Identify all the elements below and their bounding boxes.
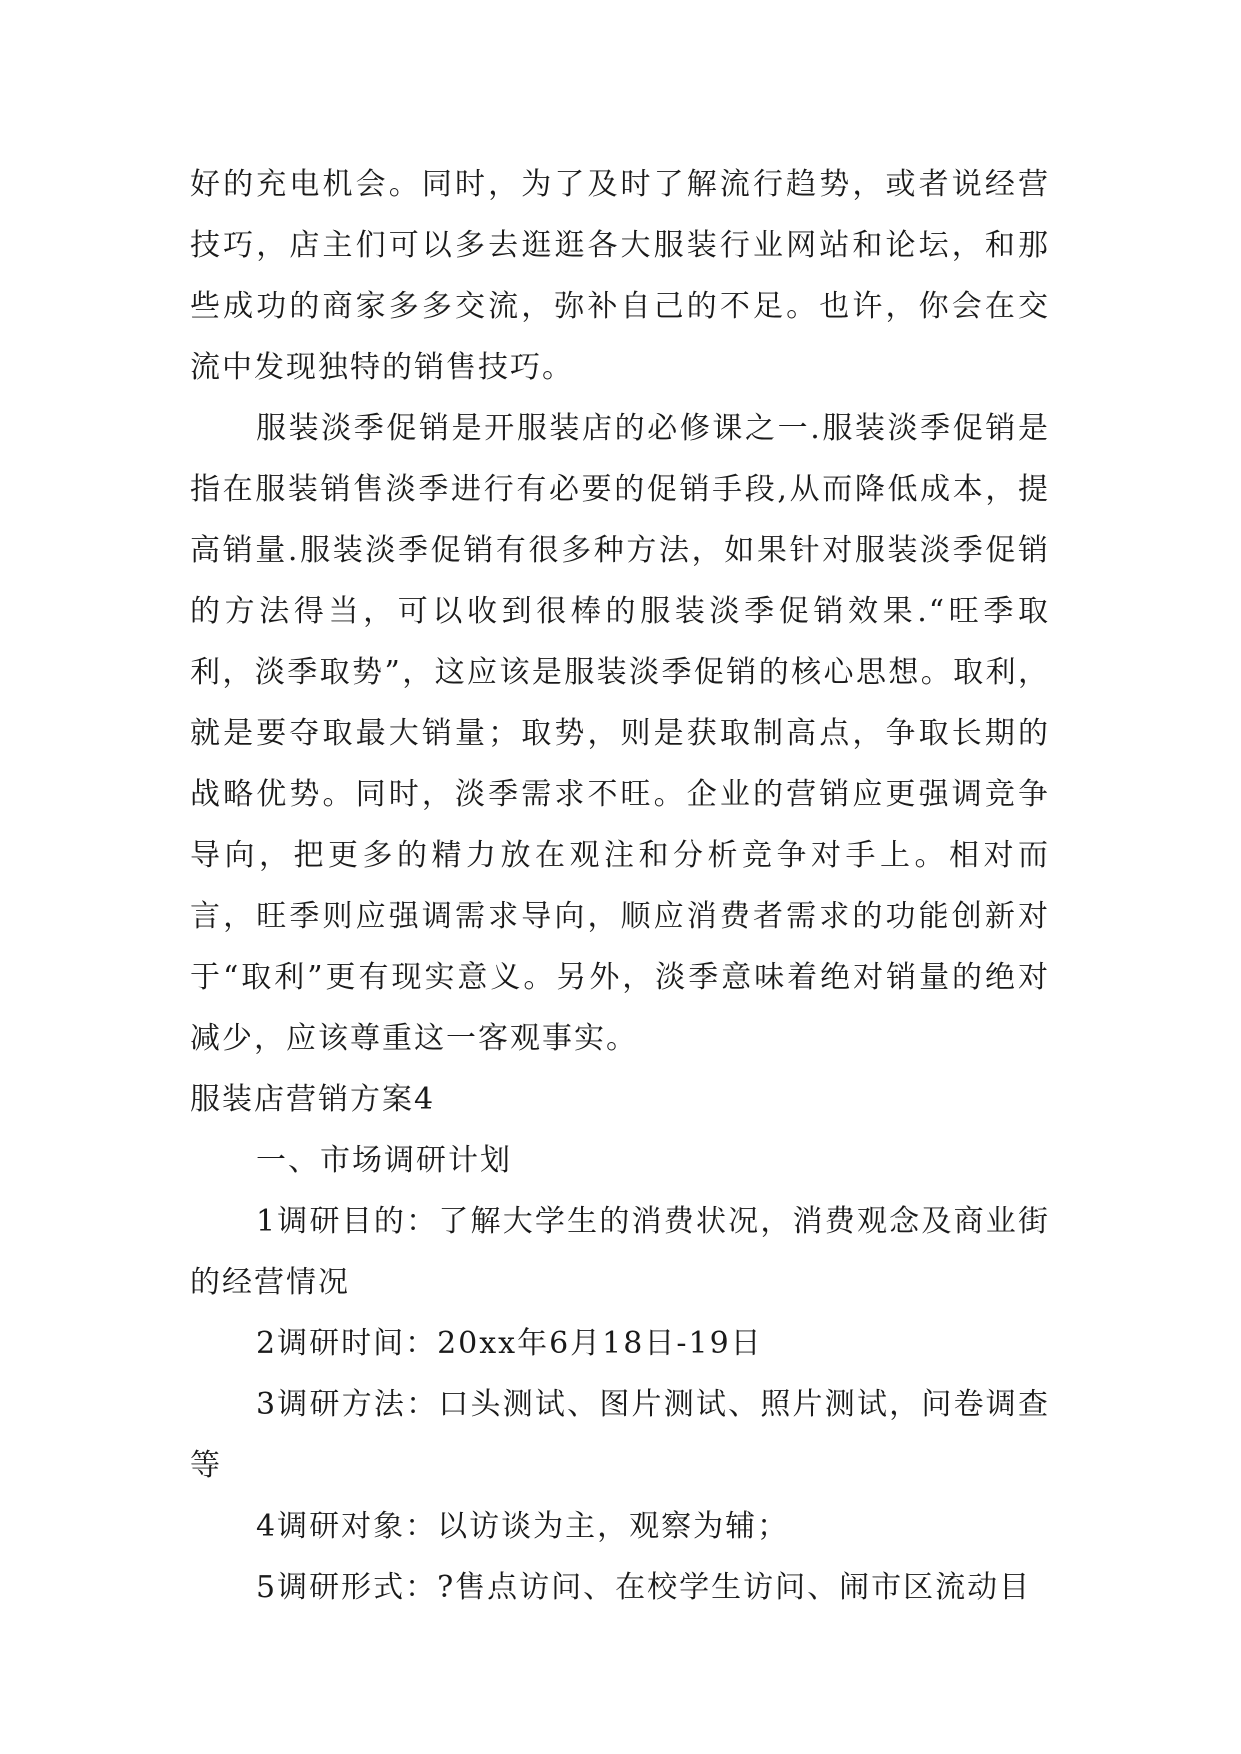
section-heading: 服装店营销方案4 bbox=[190, 1082, 436, 1117]
subsection-heading: 一、市场调研计划 bbox=[256, 1143, 512, 1178]
paragraph-off-season-promotion: 服装淡季促销是开服装店的必修课之一.服装淡季促销是指在服装销售淡季进行有必要的促销手段,从而降低成本，提高销量.服装淡季促销有很多种方法，如果针对服装淡季促销的方法得当，可以收到很棒的服装淡季促销效果.“旺季取利，淡季取势”，这应该是服装淡季促销的核心思想。取利，就是要夺取最大销量；取势，则是获取制高点，争取长期的战略优势。同时，淡季需求不旺。企业的营销应更强调竞争导向，把更多的精力放在观注和分析竞争对手上。相对而言，旺季则应强调需求导向，顺应消费者需求的功能创新对于“取利”更有现实意义。另外，淡季意味着绝对销量的绝对减少，应该尊重这一客观事实。 bbox=[190, 411, 1050, 1056]
list-item-research-object: 4调研对象：以访谈为主，观察为辅； bbox=[256, 1509, 790, 1544]
document-body bbox=[190, 154, 1050, 1618]
list-item-research-time: 2调研时间：20xx年6月18日-19日 bbox=[256, 1326, 763, 1361]
list-item-research-method: 3调研方法：口头测试、图片测试、照片测试，问卷调查等 bbox=[190, 1387, 1050, 1483]
paragraph-continued: 好的充电机会。同时，为了及时了解流行趋势，或者说经营技巧，店主们可以多去逛逛各大服装行业网站和论坛，和那些成功的商家多多交流，弥补自己的不足。也许，你会在交流中发现独特的销售技巧。 bbox=[190, 167, 1050, 385]
list-item-research-purpose: 1调研目的：了解大学生的消费状况，消费观念及商业街的经营情况 bbox=[190, 1204, 1050, 1300]
list-item-research-form: 5调研形式：?售点访问、在校学生访问、闹市区流动目 bbox=[256, 1570, 1032, 1605]
